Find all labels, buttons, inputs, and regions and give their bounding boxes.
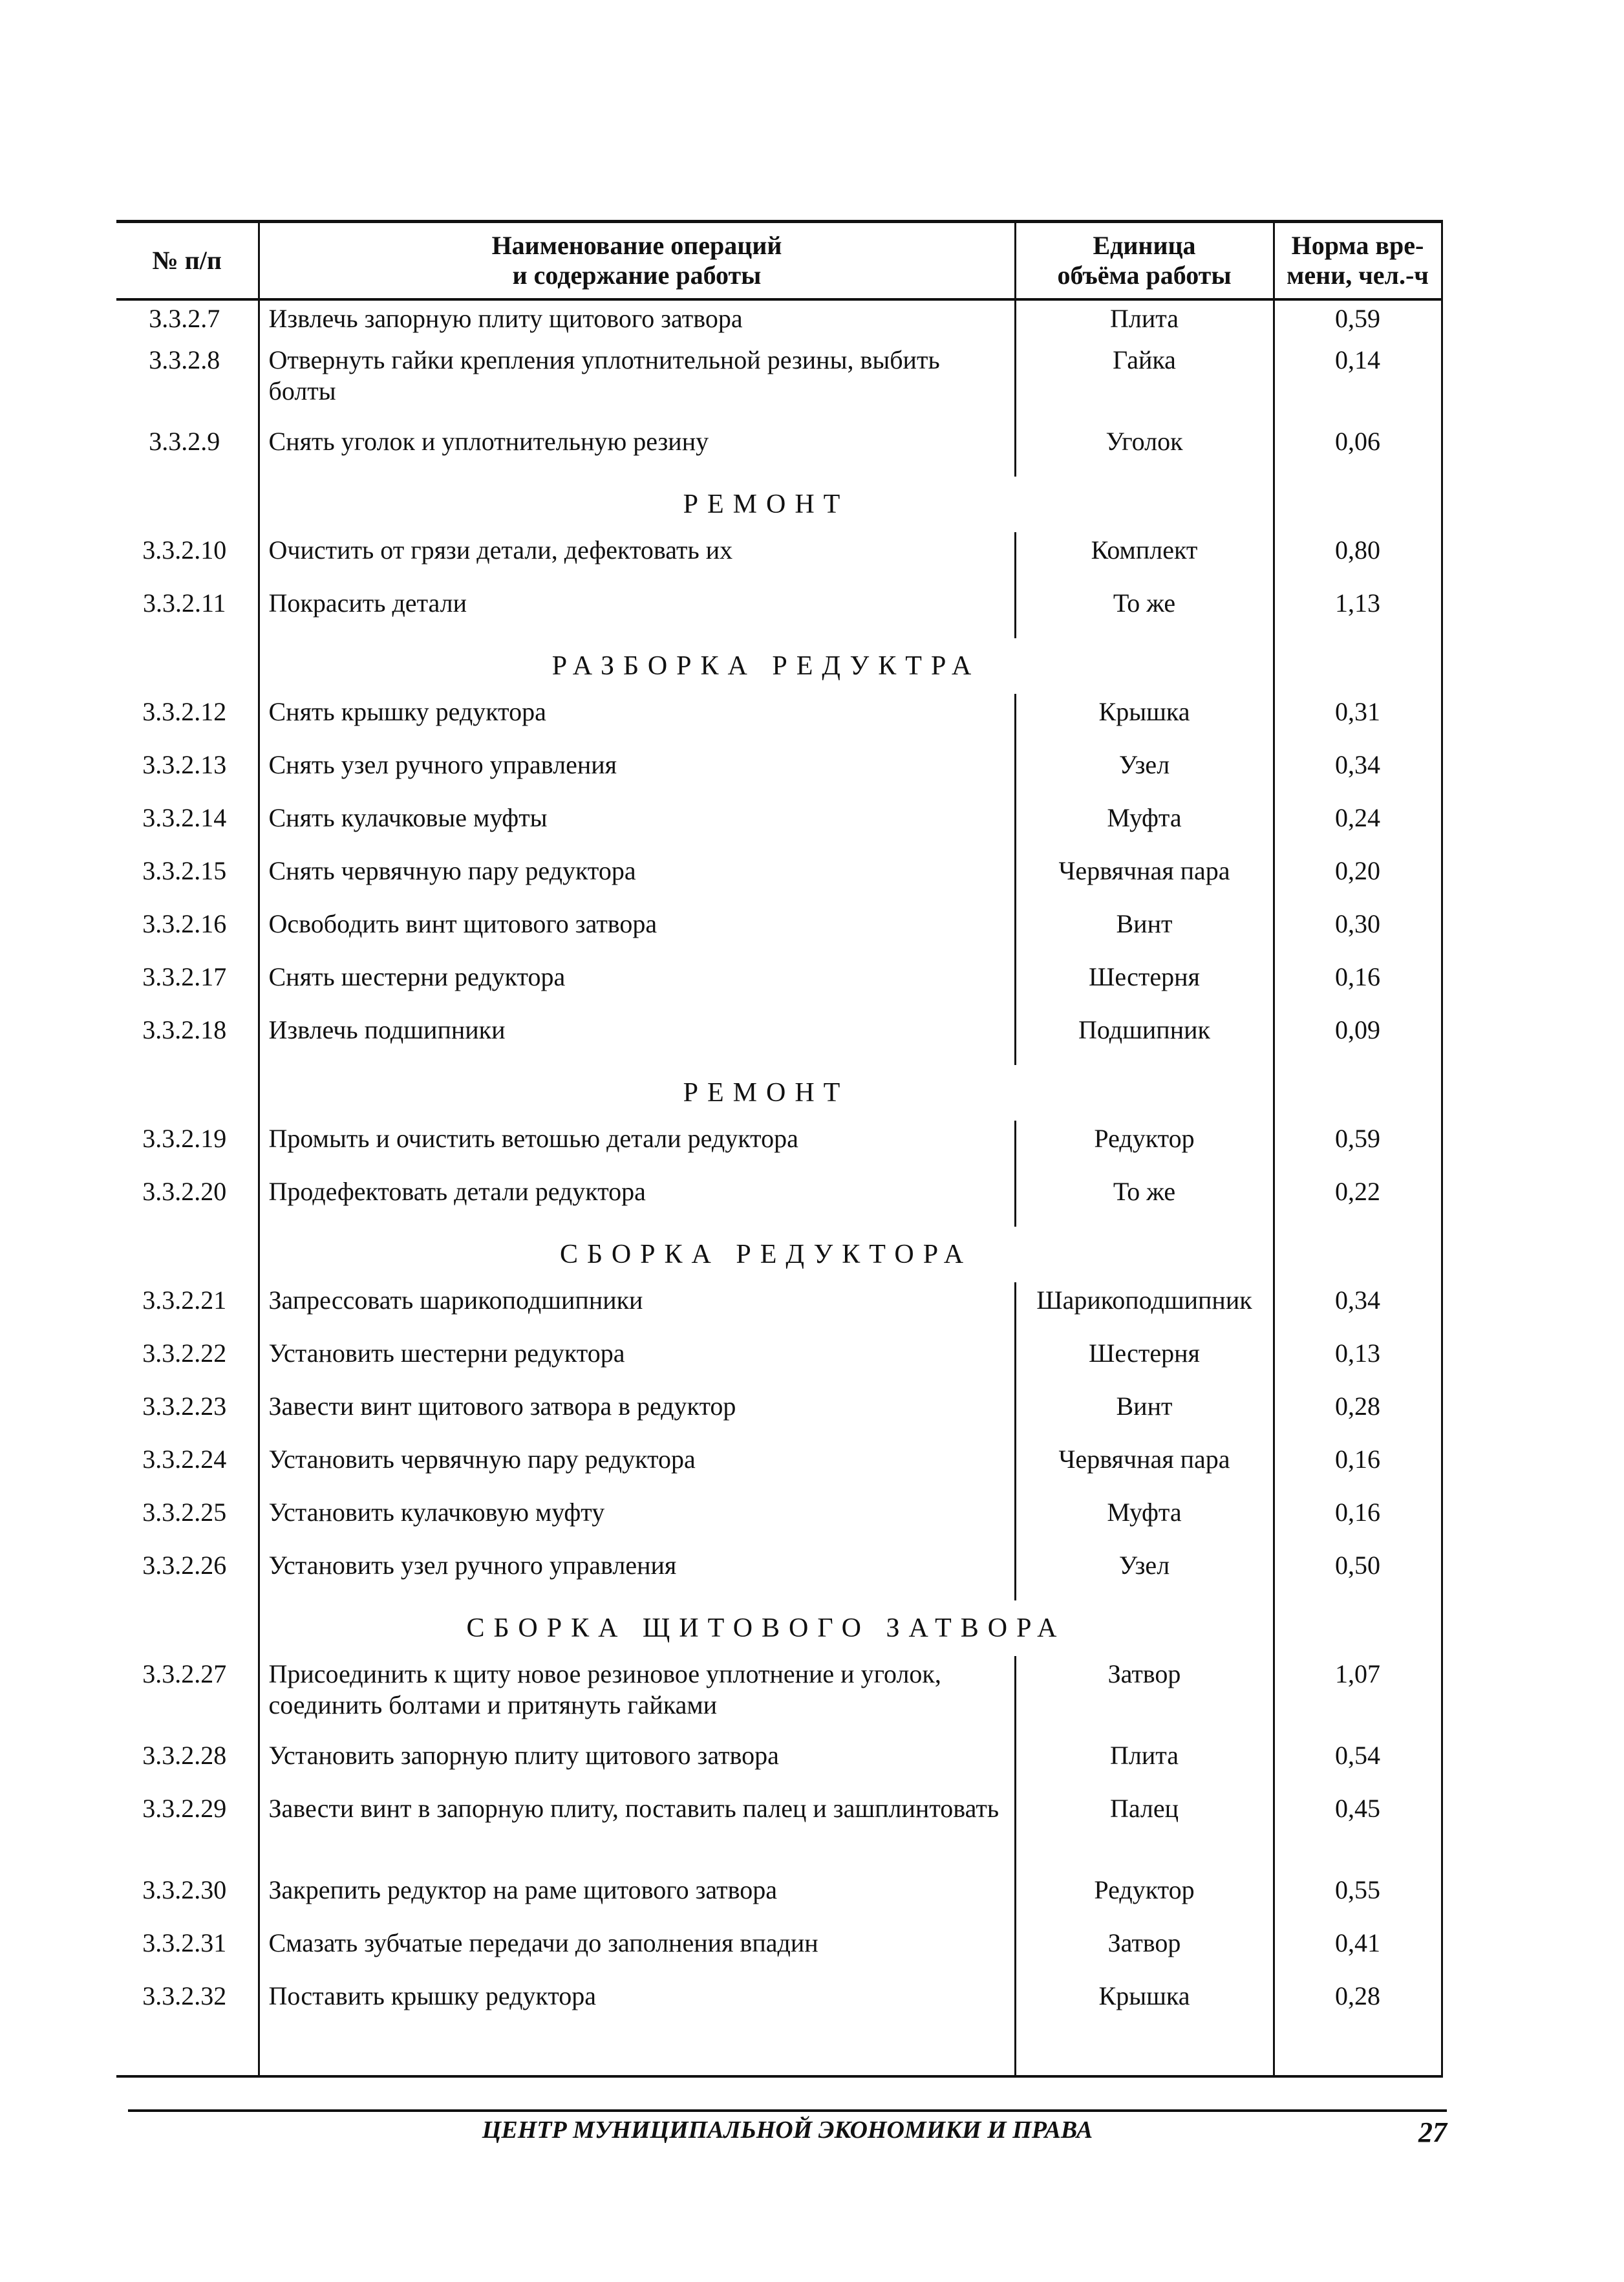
table-row <box>116 800 1442 853</box>
time-norm: 0,34 <box>1274 747 1442 800</box>
time-norm: 1,13 <box>1274 585 1442 638</box>
table-row <box>116 532 1442 585</box>
table-row <box>116 299 1442 342</box>
work-unit: Муфта <box>1015 800 1274 853</box>
operation-name: Установить кулачковую муфту <box>259 1494 1015 1547</box>
table-end-cell <box>259 2031 1015 2076</box>
section-num-cell <box>116 1065 259 1121</box>
header-name-line1: Наименование операций <box>491 231 782 260</box>
table-row <box>116 1388 1442 1441</box>
section-norm-cell <box>1274 638 1442 694</box>
table-row <box>116 959 1442 1012</box>
section-num-cell <box>116 638 259 694</box>
section-title: РЕМОНТ <box>259 477 1274 532</box>
table-row <box>116 1547 1442 1600</box>
work-unit: Узел <box>1015 1547 1274 1600</box>
work-unit: Затвор <box>1015 1925 1274 1978</box>
row-number: 3.3.2.23 <box>116 1388 259 1441</box>
header-unit-line1: Единица <box>1093 231 1196 260</box>
work-unit: Шестерня <box>1015 959 1274 1012</box>
work-unit: Комплект <box>1015 532 1274 585</box>
table-end-cell <box>116 2031 259 2076</box>
time-norm: 0,20 <box>1274 853 1442 906</box>
table-end-cell <box>1274 2031 1442 2076</box>
work-unit: Затвор <box>1015 1656 1274 1738</box>
row-number: 3.3.2.7 <box>116 299 259 342</box>
table-end-row <box>116 2031 1442 2076</box>
table-row <box>116 1872 1442 1925</box>
section-num-cell <box>116 477 259 532</box>
row-number: 3.3.2.9 <box>116 424 259 477</box>
header-name <box>259 222 1015 300</box>
table-header-row <box>116 222 1442 300</box>
time-norm: 0,09 <box>1274 1012 1442 1065</box>
operation-name: Снять червячную пару редуктора <box>259 853 1015 906</box>
work-unit: Уголок <box>1015 424 1274 477</box>
time-norm: 0,41 <box>1274 1925 1442 1978</box>
page-number: 27 <box>1418 2116 1447 2148</box>
time-norm: 0,80 <box>1274 532 1442 585</box>
time-norm: 0,24 <box>1274 800 1442 853</box>
section-num-cell <box>116 1227 259 1282</box>
work-unit: Шарикоподшипник <box>1015 1282 1274 1335</box>
operation-name: Снять кулачковые муфты <box>259 800 1015 853</box>
row-number: 3.3.2.10 <box>116 532 259 585</box>
operation-name: Запрессовать шарикоподшипники <box>259 1282 1015 1335</box>
row-number: 3.3.2.20 <box>116 1174 259 1227</box>
time-norm: 0,16 <box>1274 959 1442 1012</box>
header-name-line2: и содержание работы <box>512 261 762 290</box>
work-unit: Палец <box>1015 1791 1274 1872</box>
operations-table <box>116 220 1443 2078</box>
row-number: 3.3.2.28 <box>116 1738 259 1791</box>
operation-name: Освободить винт щитового затвора <box>259 906 1015 959</box>
operation-name: Снять крышку редуктора <box>259 694 1015 747</box>
section-norm-cell <box>1274 1227 1442 1282</box>
time-norm: 0,13 <box>1274 1335 1442 1388</box>
work-unit: Крышка <box>1015 1978 1274 2031</box>
row-number: 3.3.2.8 <box>116 342 259 424</box>
operation-name: Продефектовать детали редуктора <box>259 1174 1015 1227</box>
operation-name: Поставить крышку редуктора <box>259 1978 1015 2031</box>
table-row <box>116 1012 1442 1065</box>
section-norm-cell <box>1274 1065 1442 1121</box>
operation-name: Смазать зубчатые передачи до заполнения впадин <box>259 1925 1015 1978</box>
operation-name: Снять уголок и уплотнительную резину <box>259 424 1015 477</box>
time-norm: 0,59 <box>1274 1121 1442 1174</box>
table-end-cell <box>1015 2031 1274 2076</box>
time-norm: 0,06 <box>1274 424 1442 477</box>
work-unit: То же <box>1015 585 1274 638</box>
operation-name: Покрасить детали <box>259 585 1015 638</box>
work-unit: Плита <box>1015 1738 1274 1791</box>
section-title: СБОРКА РЕДУКТОРА <box>259 1227 1274 1282</box>
work-unit: Червячная пара <box>1015 1441 1274 1494</box>
table-row <box>116 747 1442 800</box>
row-number: 3.3.2.12 <box>116 694 259 747</box>
section-title: СБОРКА ЩИТОВОГО ЗАТВОРА <box>259 1600 1274 1656</box>
time-norm: 0,50 <box>1274 1547 1442 1600</box>
operation-name: Промыть и очистить ветошью детали редуктора <box>259 1121 1015 1174</box>
row-number: 3.3.2.25 <box>116 1494 259 1547</box>
row-number: 3.3.2.13 <box>116 747 259 800</box>
row-number: 3.3.2.30 <box>116 1872 259 1925</box>
header-unit-line2: объёма работы <box>1057 261 1232 290</box>
section-row <box>116 1600 1442 1656</box>
operation-name: Закрепить редуктор на раме щитового затвора <box>259 1872 1015 1925</box>
section-row <box>116 1065 1442 1121</box>
row-number: 3.3.2.24 <box>116 1441 259 1494</box>
row-number: 3.3.2.31 <box>116 1925 259 1978</box>
operation-name: Установить червячную пару редуктора <box>259 1441 1015 1494</box>
operation-name: Установить запорную плиту щитового затвора <box>259 1738 1015 1791</box>
time-norm: 0,16 <box>1274 1494 1442 1547</box>
row-number: 3.3.2.16 <box>116 906 259 959</box>
row-number: 3.3.2.21 <box>116 1282 259 1335</box>
section-norm-cell <box>1274 1600 1442 1656</box>
header-num <box>116 222 259 300</box>
table-row <box>116 1335 1442 1388</box>
footer-rule <box>128 2109 1447 2112</box>
table-body <box>116 299 1442 2076</box>
document-page <box>116 220 1442 2078</box>
row-number: 3.3.2.32 <box>116 1978 259 2031</box>
row-number: 3.3.2.18 <box>116 1012 259 1065</box>
table-row <box>116 1441 1442 1494</box>
section-title: РЕМОНТ <box>259 1065 1274 1121</box>
time-norm: 0,54 <box>1274 1738 1442 1791</box>
table-row <box>116 1925 1442 1978</box>
time-norm: 0,28 <box>1274 1388 1442 1441</box>
work-unit: Шестерня <box>1015 1335 1274 1388</box>
row-number: 3.3.2.19 <box>116 1121 259 1174</box>
row-number: 3.3.2.11 <box>116 585 259 638</box>
operation-name: Завести винт в запорную плиту, поставить палец и зашплинтовать <box>259 1791 1015 1872</box>
row-number: 3.3.2.17 <box>116 959 259 1012</box>
table-row <box>116 1174 1442 1227</box>
row-number: 3.3.2.15 <box>116 853 259 906</box>
time-norm: 0,16 <box>1274 1441 1442 1494</box>
work-unit: Подшипник <box>1015 1012 1274 1065</box>
operation-name: Снять шестерни редуктора <box>259 959 1015 1012</box>
row-number: 3.3.2.14 <box>116 800 259 853</box>
time-norm: 0,14 <box>1274 342 1442 424</box>
section-row <box>116 638 1442 694</box>
operation-name: Извлечь подшипники <box>259 1012 1015 1065</box>
table-row <box>116 585 1442 638</box>
table-row <box>116 342 1442 424</box>
time-norm: 0,45 <box>1274 1791 1442 1872</box>
work-unit: Винт <box>1015 1388 1274 1441</box>
work-unit: Плита <box>1015 299 1274 342</box>
time-norm: 0,22 <box>1274 1174 1442 1227</box>
header-norm <box>1274 222 1442 300</box>
row-number: 3.3.2.29 <box>116 1791 259 1872</box>
time-norm: 1,07 <box>1274 1656 1442 1738</box>
header-norm-line1: Норма вре- <box>1291 231 1424 260</box>
section-row <box>116 477 1442 532</box>
header-norm-line2: мени, чел.-ч <box>1287 261 1429 290</box>
work-unit: Муфта <box>1015 1494 1274 1547</box>
table-row <box>116 424 1442 477</box>
time-norm: 0,34 <box>1274 1282 1442 1335</box>
operation-name: Установить шестерни редуктора <box>259 1335 1015 1388</box>
section-title: РАЗБОРКА РЕДУКТРА <box>259 638 1274 694</box>
time-norm: 0,30 <box>1274 906 1442 959</box>
time-norm: 0,31 <box>1274 694 1442 747</box>
table-row <box>116 694 1442 747</box>
work-unit: Редуктор <box>1015 1121 1274 1174</box>
operation-name: Очистить от грязи детали, дефектовать их <box>259 532 1015 585</box>
section-norm-cell <box>1274 477 1442 532</box>
row-number: 3.3.2.26 <box>116 1547 259 1600</box>
row-number: 3.3.2.22 <box>116 1335 259 1388</box>
table-row <box>116 1121 1442 1174</box>
table-row <box>116 1656 1442 1738</box>
operation-name: Завести винт щитового затвора в редуктор <box>259 1388 1015 1441</box>
operation-name: Снять узел ручного управления <box>259 747 1015 800</box>
table-row <box>116 853 1442 906</box>
table-row <box>116 906 1442 959</box>
table-row <box>116 1738 1442 1791</box>
time-norm: 0,59 <box>1274 299 1442 342</box>
operation-name: Установить узел ручного управления <box>259 1547 1015 1600</box>
section-num-cell <box>116 1600 259 1656</box>
header-unit <box>1015 222 1274 300</box>
work-unit: Червячная пара <box>1015 853 1274 906</box>
work-unit: Гайка <box>1015 342 1274 424</box>
time-norm: 0,55 <box>1274 1872 1442 1925</box>
table-row <box>116 1791 1442 1872</box>
work-unit: Крышка <box>1015 694 1274 747</box>
header-num-label: № п/п <box>152 246 222 275</box>
time-norm: 0,28 <box>1274 1978 1442 2031</box>
footer-title: ЦЕНТР МУНИЦИПАЛЬНОЙ ЭКОНОМИКИ И ПРАВА <box>482 2116 1093 2144</box>
operation-name: Присоединить к щиту новое резиновое уплотнение и уголок, соединить болтами и притянуть гайками <box>259 1656 1015 1738</box>
table-row <box>116 1978 1442 2031</box>
work-unit: Редуктор <box>1015 1872 1274 1925</box>
table-row <box>116 1282 1442 1335</box>
work-unit: Винт <box>1015 906 1274 959</box>
table-row <box>116 1494 1442 1547</box>
row-number: 3.3.2.27 <box>116 1656 259 1738</box>
operation-name: Отвернуть гайки крепления уплотнительной резины, выбить болты <box>259 342 1015 424</box>
work-unit: Узел <box>1015 747 1274 800</box>
section-row <box>116 1227 1442 1282</box>
operation-name: Извлечь запорную плиту щитового затвора <box>259 299 1015 342</box>
work-unit: То же <box>1015 1174 1274 1227</box>
